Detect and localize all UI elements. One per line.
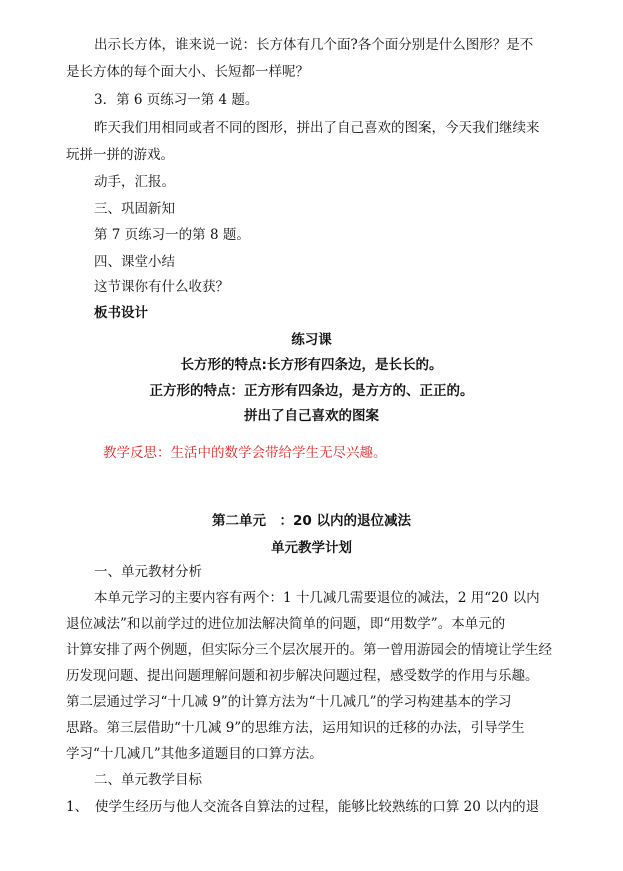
paragraph-line: 出示长方体，谁来说一说：长方体有几个面?各个面分别是什么图形？是不	[94, 37, 534, 53]
paragraph-line: 是长方体的每个面大小、长短都一样呢？	[66, 64, 309, 80]
section-heading: 三、巩固新知	[94, 201, 175, 217]
paragraph-line: 这节课你有什么收获？	[94, 279, 229, 295]
section-heading: 二、单元教学目标	[94, 772, 202, 788]
paragraph-line: 昨天我们用相同或者不同的图形，拼出了自己喜欢的图案，今天我们继续来	[94, 120, 540, 136]
unit-title: 第二单元 ：20 以内的退位减法	[212, 513, 411, 529]
board-line: 长方形的特点:长方形有四条边，是长长的。	[180, 357, 443, 373]
paragraph-line: 第二层通过学习“十几减 9”的计算方法为“十几减几”的学习构建基本的学习	[66, 694, 512, 710]
section-heading: 四、课堂小结	[94, 254, 175, 270]
board-heading: 板书设计	[94, 305, 148, 321]
paragraph-line: 第 7 页练习一的第 8 题。	[94, 227, 250, 243]
paragraph-line: 本单元学习的主要内容有两个：1 十几减几需要退位的减法，2 用“20 以内	[94, 590, 540, 606]
goal-item: 1、 使学生经历与他人交流各自算法的过程，能够比较熟练的口算 20 以内的退	[66, 799, 540, 815]
paragraph-line: 3．第 6 页练习一第 4 题。	[94, 92, 259, 108]
paragraph-line: 计算安排了两个例题，但实际分三个层次展开的。第一曾用游园会的情境让学生经	[66, 642, 552, 658]
unit-subtitle: 单元教学计划	[271, 540, 352, 556]
paragraph-line: 动手，汇报。	[94, 174, 175, 190]
board-line: 正方形的特点：正方形有四条边，是方方的、正正的。	[149, 383, 474, 399]
teaching-reflection: 教学反思：生活中的数学会带给学生无尽兴趣。	[103, 445, 387, 461]
board-line: 拼出了自己喜欢的图案	[244, 408, 379, 424]
section-heading: 一、单元教材分析	[94, 564, 202, 580]
paragraph-line: 学习“十几减几”其他多道题目的口算方法。	[66, 746, 323, 762]
paragraph-line: 思路。第三层借助“十几减 9”的思维方法，运用知识的迁移的办法，引导学生	[66, 720, 525, 736]
paragraph-line: 玩拼一拼的游戏。	[66, 147, 174, 163]
paragraph-line: 历发现问题、提出问题理解问题和初步解决问题过程，感受数学的作用与乐趣。	[66, 668, 539, 684]
paragraph-line: 退位减法”和以前学过的进位加法解决简单的问题，即“用数学”。本单元的	[66, 616, 506, 632]
board-title: 练习课	[291, 332, 332, 348]
